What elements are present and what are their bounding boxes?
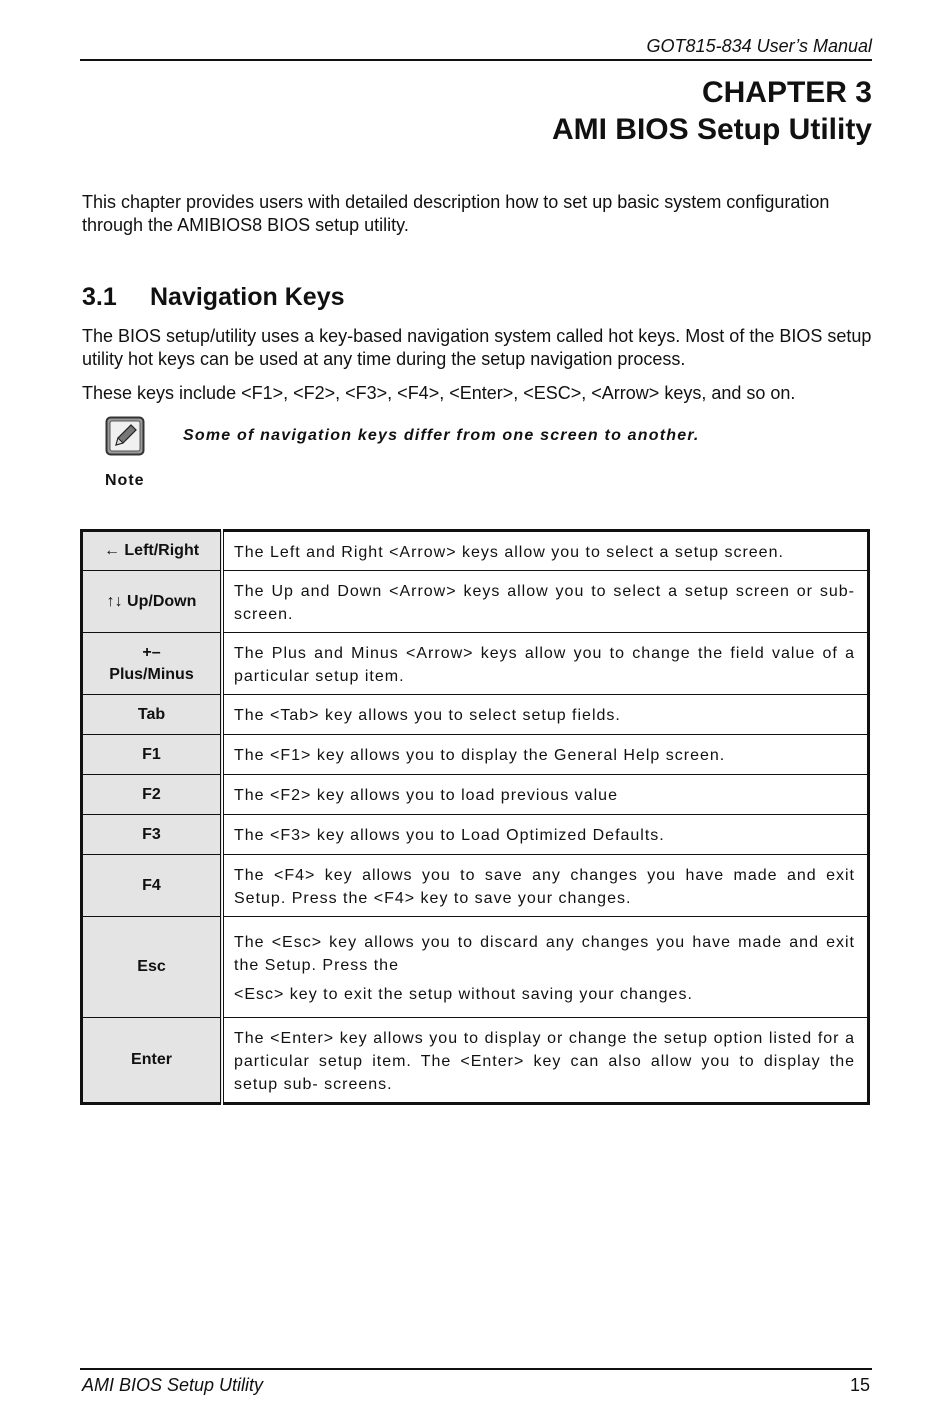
key-cell bbox=[82, 917, 223, 1018]
key-description bbox=[222, 633, 869, 695]
page-number: 15 bbox=[849, 1375, 870, 1395]
key-label: F3 bbox=[142, 825, 161, 843]
chapter-title: AMI BIOS Setup Utility bbox=[551, 113, 872, 146]
description-text: The <Enter> key allows you to display or change the setup option listed for a particular setup item. The <Enter> key can also allow you to display the setup sub- screens. bbox=[234, 1029, 855, 1093]
key-label: F2 bbox=[142, 785, 161, 803]
key-description bbox=[222, 735, 869, 775]
key-label: ← Left/Right bbox=[103, 542, 200, 559]
key-description bbox=[222, 815, 869, 855]
table-row bbox=[82, 917, 869, 1018]
section-heading bbox=[82, 283, 345, 312]
section-number: 3.1 bbox=[82, 283, 117, 311]
key-cell bbox=[82, 775, 223, 815]
table-row bbox=[82, 1018, 869, 1104]
key-description bbox=[222, 695, 869, 735]
table-row bbox=[82, 775, 869, 815]
description-text: The <F4> key allows you to save any changes you have made and exit Setup. Press the <F4> key to save your changes. bbox=[234, 866, 855, 907]
key-label: +– bbox=[142, 643, 161, 661]
description-text-2: <Esc> key to exit the setup without saving your changes. bbox=[234, 985, 693, 1003]
key-description bbox=[222, 775, 869, 815]
key-cell bbox=[82, 531, 223, 571]
description-text: The Left and Right <Arrow> keys allow you to select a setup screen. bbox=[234, 543, 784, 561]
key-cell bbox=[82, 815, 223, 855]
manual-title: GOT815-834 User’s Manual bbox=[646, 36, 872, 56]
description-text: The <F1> key allows you to display the General Help screen. bbox=[234, 747, 726, 764]
key-cell bbox=[82, 695, 223, 735]
table-row bbox=[82, 695, 869, 735]
table-row bbox=[82, 735, 869, 775]
key-description bbox=[222, 571, 869, 633]
footer-chapter-title: AMI BIOS Setup Utility bbox=[82, 1375, 264, 1395]
key-label: F4 bbox=[142, 876, 161, 894]
chapter-number: CHAPTER 3 bbox=[701, 76, 872, 109]
note-text: Some of navigation keys differ from one screen to another. bbox=[183, 427, 700, 444]
navigation-keys-table bbox=[80, 529, 870, 1105]
note-pencil-icon bbox=[105, 416, 145, 456]
key-description bbox=[222, 1018, 869, 1104]
note-label: Note bbox=[105, 472, 145, 489]
description-text: The Up and Down <Arrow> keys allow you to select a setup screen or sub-screen. bbox=[234, 582, 855, 623]
description-text: The <Tab> key allows you to select setup fields. bbox=[234, 707, 621, 724]
key-cell bbox=[82, 735, 223, 775]
key-cell bbox=[82, 633, 223, 695]
key-label: ↑↓ Up/Down bbox=[106, 592, 197, 610]
key-label: Enter bbox=[131, 1051, 172, 1068]
table-row bbox=[82, 571, 869, 633]
key-cell bbox=[82, 571, 223, 633]
description-text: The <F3> key allows you to Load Optimized Defaults. bbox=[234, 827, 665, 844]
key-label: F1 bbox=[142, 745, 161, 763]
key-description bbox=[222, 917, 869, 1018]
key-description bbox=[222, 531, 869, 571]
header-rule bbox=[80, 59, 872, 61]
description-text: The <F2> key allows you to load previous value bbox=[234, 787, 618, 804]
table-row bbox=[82, 815, 869, 855]
table-row bbox=[82, 633, 869, 695]
key-label: Esc bbox=[137, 958, 166, 975]
intro-paragraph: This chapter provides users with detailed description how to set up basic system configuration through the AMIBIOS8 BIOS setup utility. bbox=[82, 192, 830, 235]
description-text: The <Esc> key allows you to discard any changes you have made and exit the Setup. Press the bbox=[234, 933, 855, 974]
key-description bbox=[222, 855, 869, 917]
section-paragraph-2: These keys include <F1>, <F2>, <F3>, <F4>, <Enter>, <ESC>, <Arrow> keys, and so on. bbox=[82, 383, 796, 403]
key-cell bbox=[82, 855, 223, 917]
description-text: The Plus and Minus <Arrow> keys allow you to change the field value of a particular setup item. bbox=[234, 644, 855, 685]
table-row bbox=[82, 531, 869, 571]
table-row bbox=[82, 855, 869, 917]
key-label-line-2: Plus/Minus bbox=[109, 665, 194, 683]
key-label: Tab bbox=[137, 705, 166, 723]
section-title: Navigation Keys bbox=[150, 283, 345, 311]
section-paragraph-1: The BIOS setup/utility uses a key-based navigation system called hot keys. Most of the BIOS setup utility hot keys can be used at any time during the setup navigation process. bbox=[82, 326, 872, 369]
key-cell bbox=[82, 1018, 223, 1104]
footer-rule bbox=[80, 1368, 872, 1370]
chapter-heading bbox=[552, 74, 872, 148]
